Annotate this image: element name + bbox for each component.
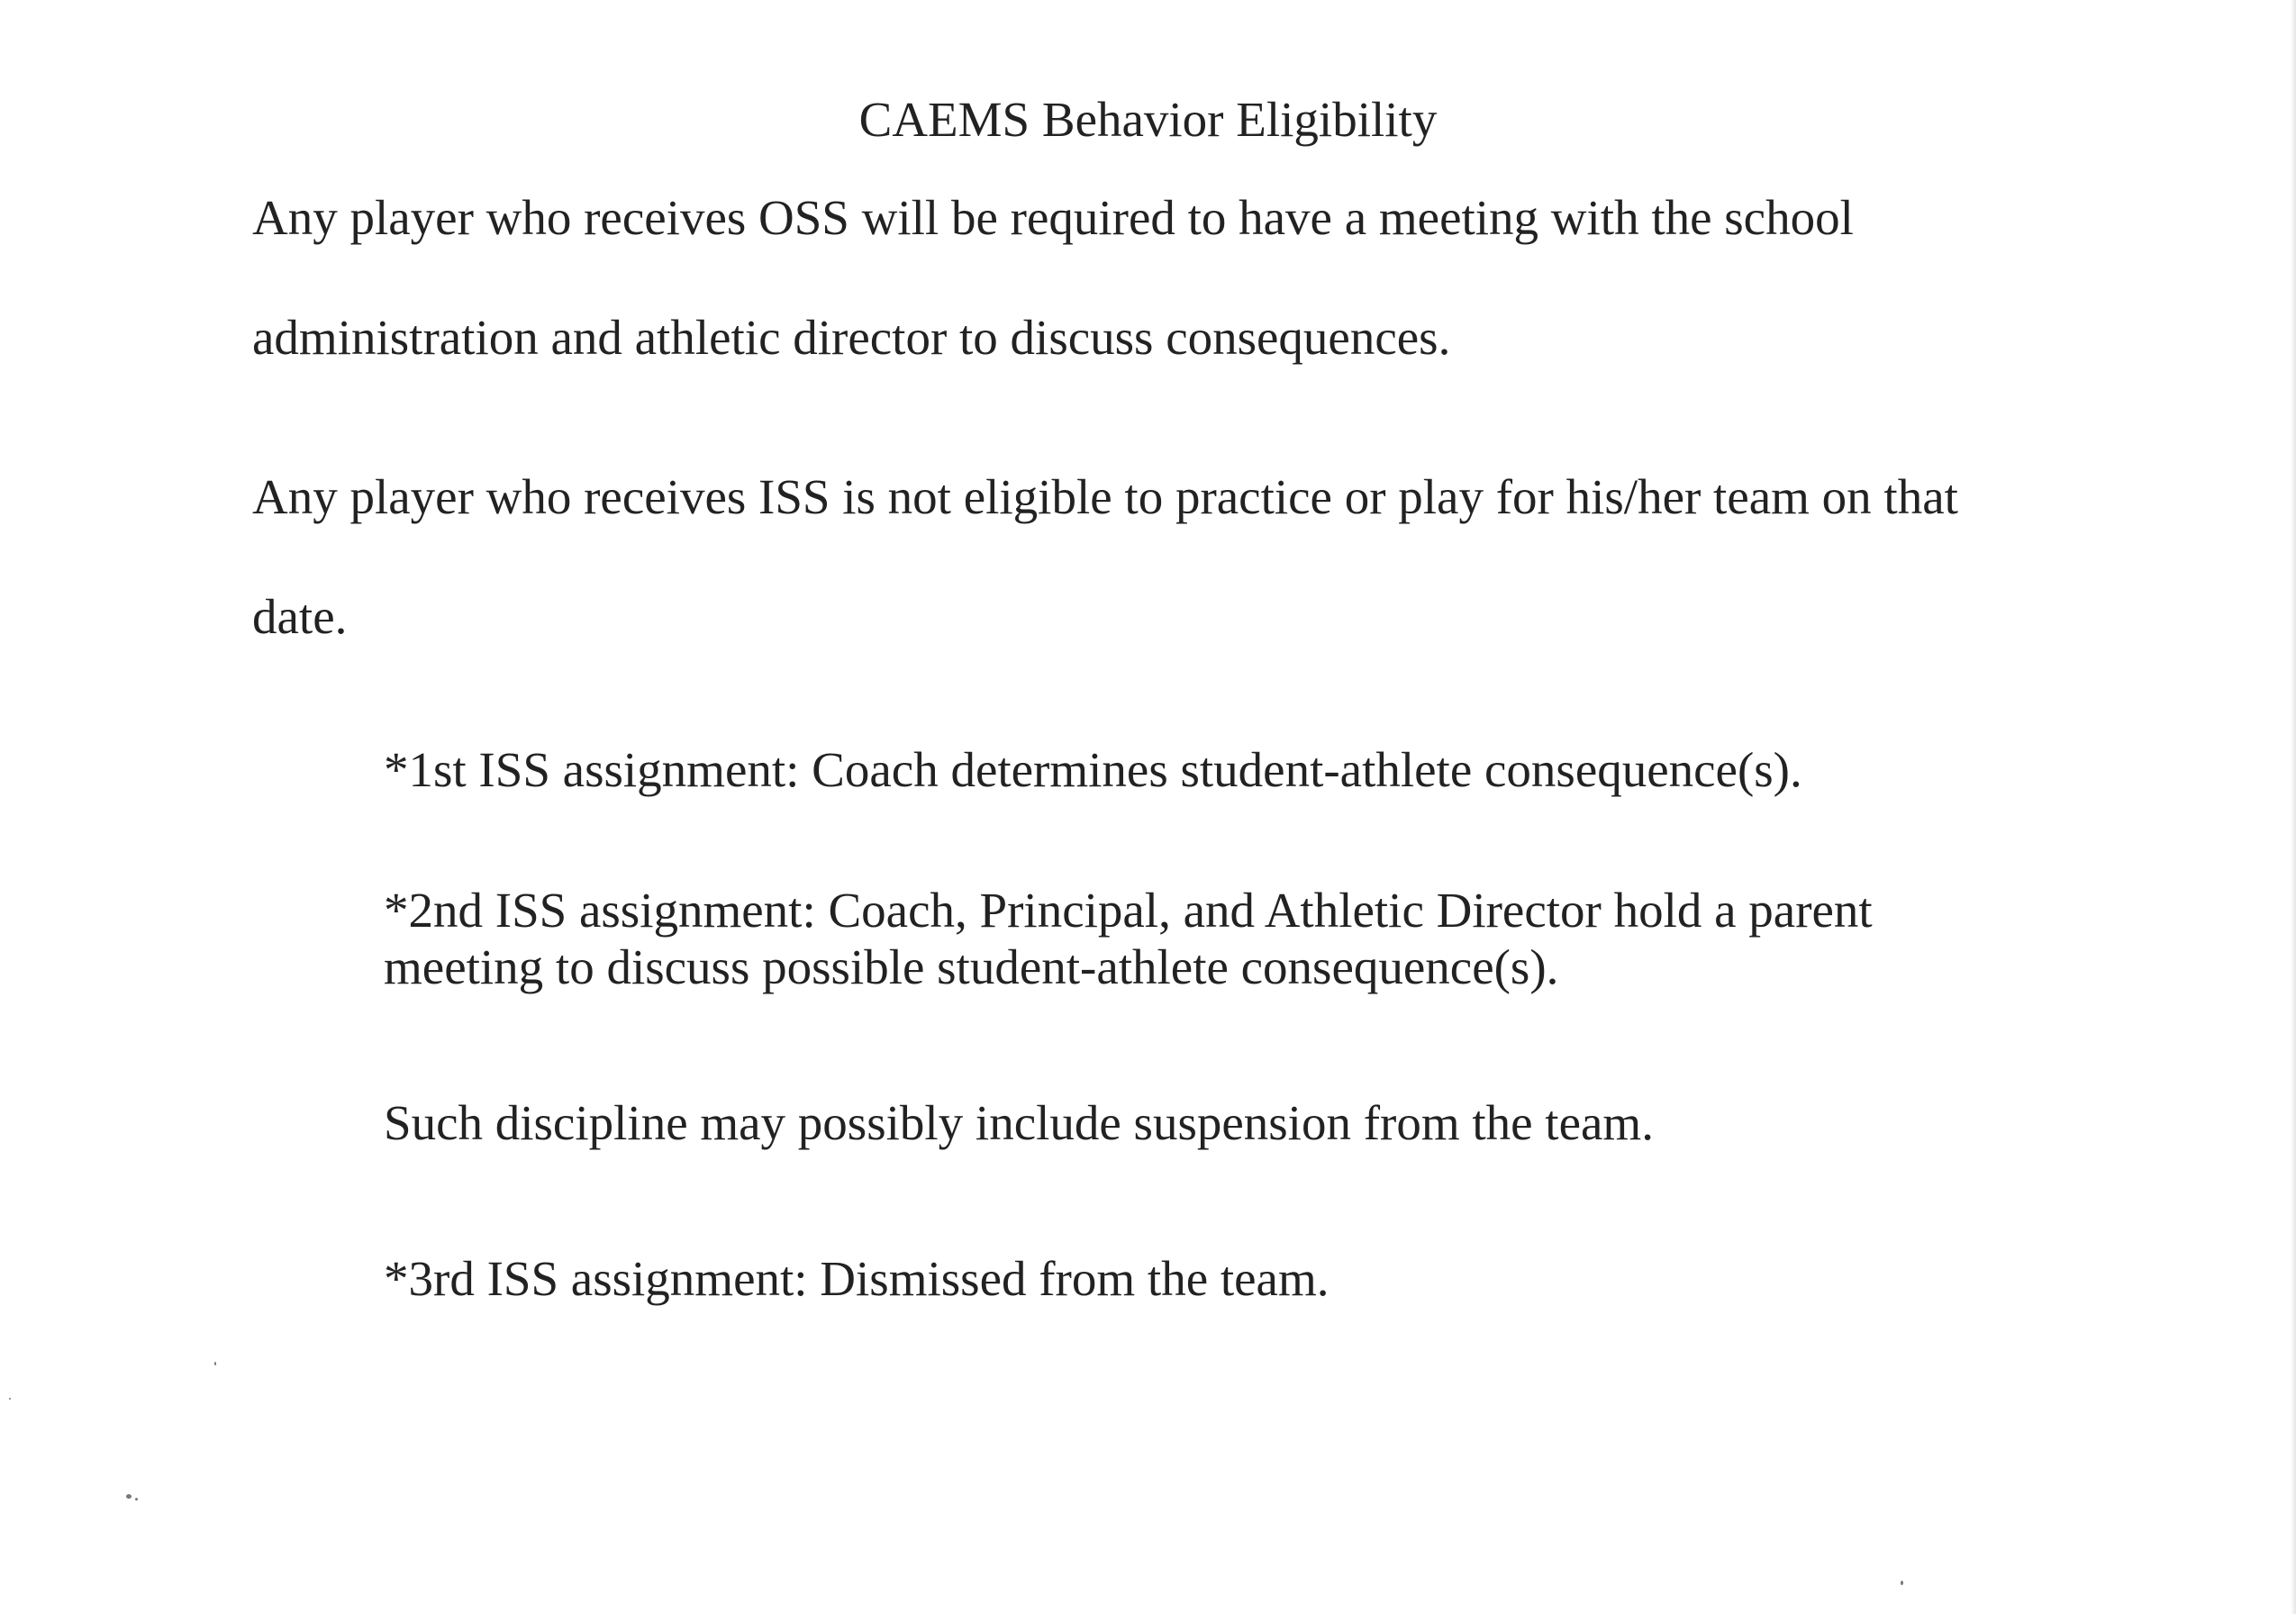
- scan-speck: [214, 1362, 216, 1365]
- scan-speck: [9, 1398, 11, 1400]
- page-edge: [2291, 0, 2296, 1614]
- scan-speck: [135, 1498, 138, 1501]
- document-title: CAEMS Behavior Eligibility: [858, 92, 1438, 147]
- second-iss-item: *2nd ISS assignment: Coach, Principal, and Athletic Director hold a parent meeting to discuss possible student-athlete consequence(s).: [384, 883, 1873, 994]
- iss-paragraph: Any player who receives ISS is not eligible to practice or play for his/her team on that date.: [252, 469, 1958, 644]
- discipline-note: Such discipline may possibly include suspension from the team.: [384, 1095, 1654, 1150]
- oss-paragraph: Any player who receives OSS will be required to have a meeting with the school administration and athletic director to discuss consequences.: [252, 190, 1854, 365]
- scan-speck: [126, 1494, 132, 1499]
- first-iss-item: *1st ISS assignment: Coach determines student-athlete consequence(s).: [384, 742, 1802, 797]
- third-iss-item: *3rd ISS assignment: Dismissed from the team.: [384, 1251, 1330, 1306]
- scan-speck: [1901, 1581, 1903, 1585]
